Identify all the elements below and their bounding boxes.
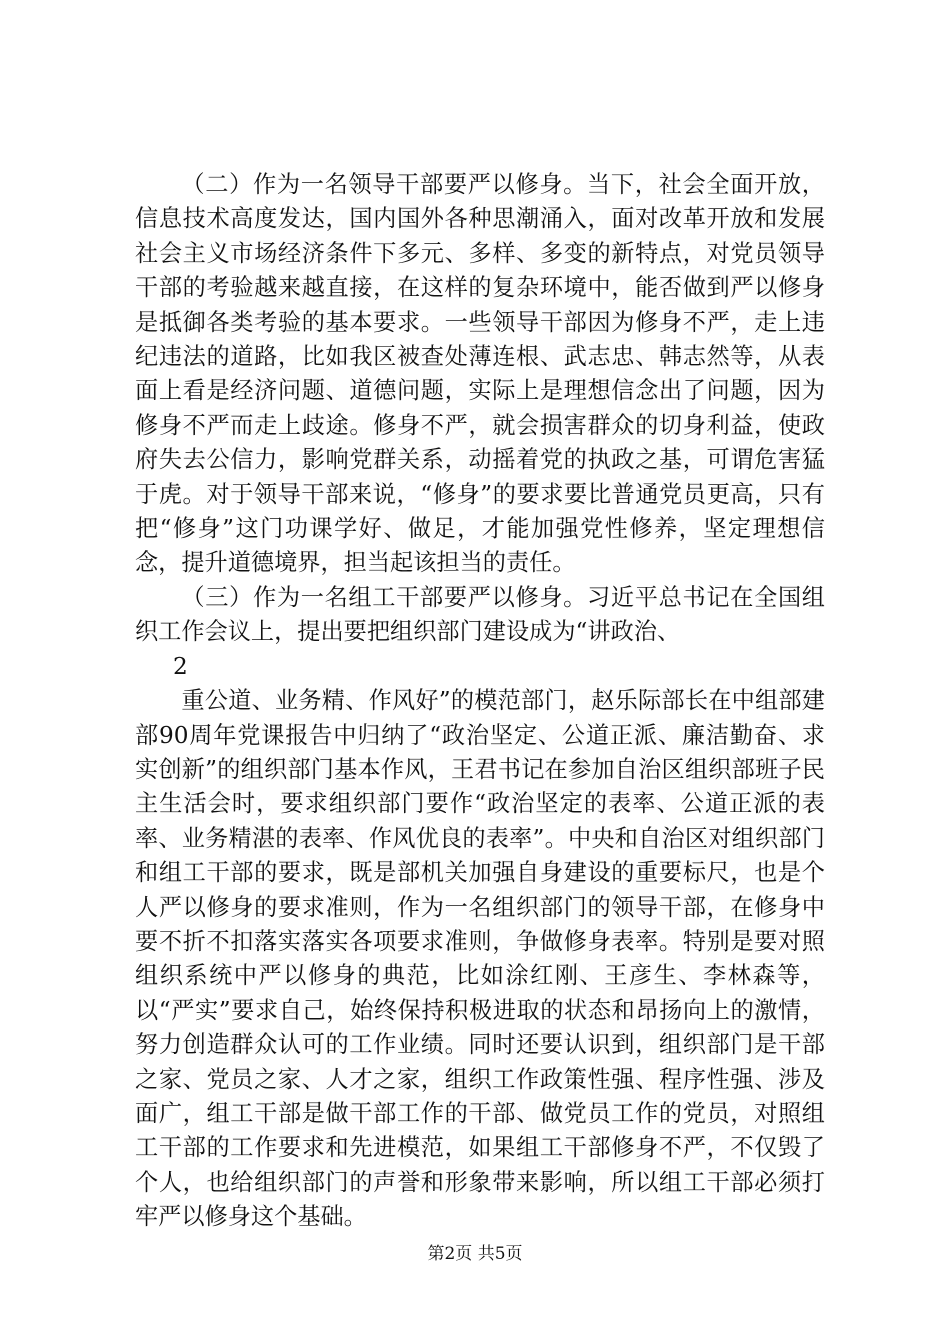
document-body <box>135 168 825 1235</box>
page-footer: 第2页 共5页 <box>427 1244 523 1264</box>
inline-page-number: 2 <box>173 652 188 680</box>
paragraph-3: （三）作为一名组工干部要严以修身。习近平总书记在全国组织工作会议上，提出要把组织部门建设成为“讲政治、 <box>135 583 825 646</box>
paragraph-3-continued: 重公道、业务精、作风好”的模范部门，赵乐际部长在中组部建部90周年党课报告中归纳了“政治坚定、公道正派、廉洁勤奋、求实创新”的组织部门基本作风，王君书记在参加自治区组织部班子民主生活会时，要求组织部门要作“政治坚定的表率、公道正派的表率、业务精湛的表率、作风优良的表率”。中央和自治区对组织部门和组工干部的要求，既是部机关加强自身建设的重要标尺，也是个人严以修身的要求准则，作为一名组织部门的领导干部，在修身中要不折不扣落实落实各项要求准则，争做修身表率。特别是要对照组织系统中严以修身的典范，比如涂红刚、王彦生、李林森等，以“严实”要求自己，始终保持积极进取的状态和昂扬向上的激情，努力创造群众认可的工作业绩。同时还要认识到，组织部门是干部之家、党员之家、人才之家，组织工作政策性强、程序性强、涉及面广，组工干部是做干部工作的干部、做党员工作的党员，对照组工干部的工作要求和先进模范，如果组工干部修身不严，不仅毁了个人，也给组织部门的声誉和形象带来影响，所以组工干部必须打牢严以修身这个基础。 <box>135 687 825 1231</box>
paragraph-2: （二）作为一名领导干部要严以修身。当下，社会全面开放，信息技术高度发达，国内国外各种思潮涌入，面对改革开放和发展社会主义市场经济条件下多元、多样、多变的新特点，对党员领导干部的考验越来越直接，在这样的复杂环境中，能否做到严以修身是抵御各类考验的基本要求。一些领导干部因为修身不严，走上违纪违法的道路，比如我区被查处薄连根、武志忠、韩志然等，从表面上看是经济问题、道德问题，实际上是理想信念出了问题，因为修身不严而走上歧途。修身不严，就会损害群众的切身利益，使政府失去公信力，影响党群关系，动摇着党的执政之基，可谓危害猛于虎。对于领导干部来说，“修身”的要求要比普通党员更高，只有把“修身”这门功课学好、做足，才能加强党性修养，坚定理想信念，提升道德境界，担当起该担当的责任。 <box>135 171 825 577</box>
